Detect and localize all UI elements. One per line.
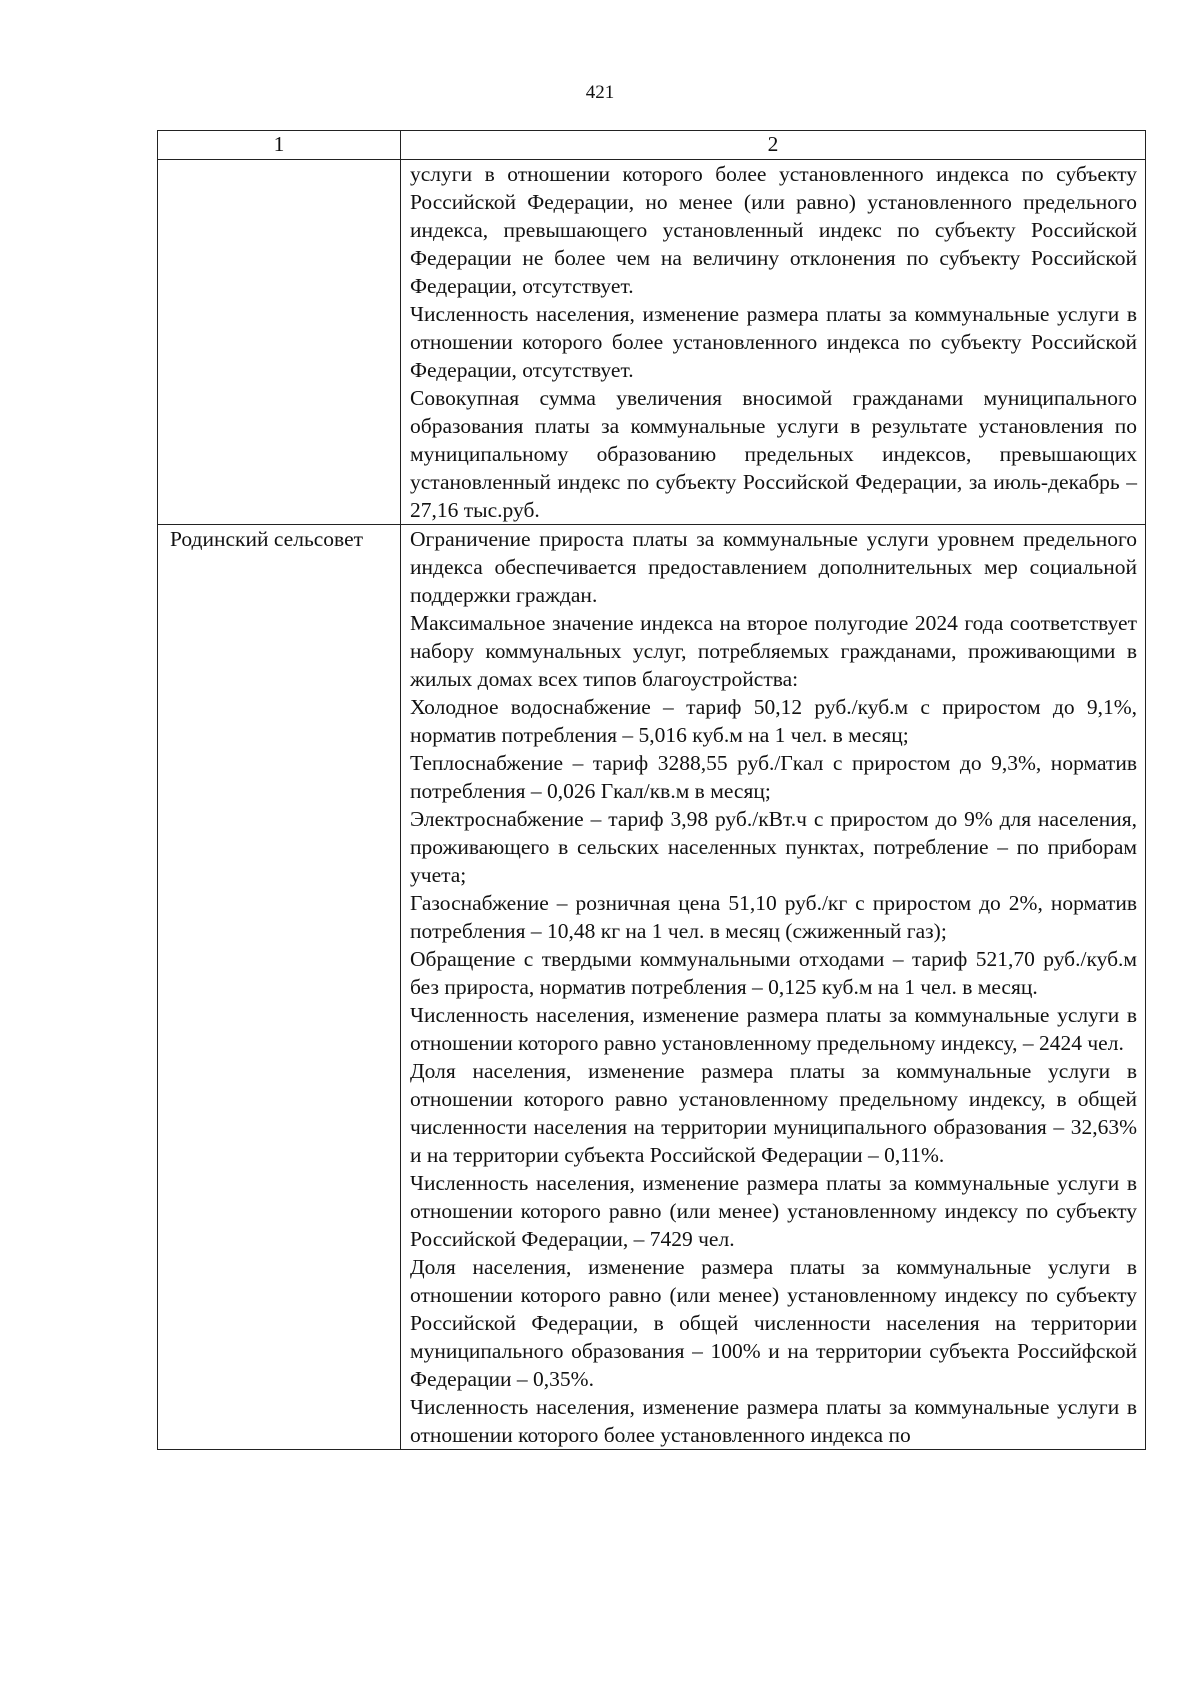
table-row: [158, 160, 1146, 525]
paragraph: Доля населения, изменение размера платы за коммунальные услуги в отношении которого равно установленному предельному индексу, в общей численности населения на территории муниципального образования – 32,63% и на территории субъекта Российской Федерации – 0,11%.: [410, 1059, 1137, 1167]
paragraph: Доля населения, изменение размера платы за коммунальные услуги в отношении которого равно (или менее) установленному индексу по субъекту Российской Федерации, в общей численности населения на территории муниципального образования – 100% и на территории субъекта Российфской Федерации – 0,35%.: [410, 1255, 1137, 1391]
paragraph: Численность населения, изменение размера платы за коммунальные услуги в отношении которого равно установленному предельному индексу, – 2424 чел.: [410, 1003, 1137, 1055]
paragraph: Максимальное значение индекса на второе полугодие 2024 года соответствует набору коммунальных услуг, потребляемых гражданами, проживающими в жилых домах всех типов благоустройства:: [410, 611, 1137, 691]
table-row: [158, 525, 1146, 1450]
municipality-cell: Родинский сельсовет: [158, 525, 401, 1450]
paragraph: Электроснабжение – тариф 3,98 руб./кВт.ч с приростом до 9% для населения, проживающего в сельских населенных пунктах, потребление – по приборам учета;: [410, 807, 1137, 887]
paragraph: Численность населения, изменение размера платы за коммунальные услуги в отношении которого более установленного индекса по: [410, 1395, 1137, 1447]
description-cell: [401, 525, 1146, 1450]
paragraph: Обращение с твердыми коммунальными отходами – тариф 521,70 руб./куб.м без прироста, норматив потребления – 0,125 куб.м на 1 чел. в месяц.: [410, 947, 1137, 999]
document-table: [157, 130, 1146, 1450]
paragraph: Газоснабжение – розничная цена 51,10 руб./кг с приростом до 2%, норматив потребления – 10,48 кг на 1 чел. в месяц (сжиженный газ);: [410, 891, 1137, 943]
description-cell: [401, 160, 1146, 525]
paragraph: Совокупная сумма увеличения вносимой гражданами муниципального образования платы за коммунальные услуги в результате установления по муниципальному образованию предельных индексов, превышающих установленный индекс по субъекту Российской Федерации, за июль-декабрь – 27,16 тыс.руб.: [410, 386, 1137, 522]
paragraph: Численность населения, изменение размера платы за коммунальные услуги в отношении которого более установленного индекса по субъекту Российской Федерации, отсутствует.: [410, 302, 1137, 382]
paragraph: услуги в отношении которого более установленного индекса по субъекту Российской Федерации, но менее (или равно) установленного предельного индекса, превышающего установленный индекс по субъекту Российской Федерации не более чем на величину отклонения по субъекту Российской Федерации, отсутствует.: [410, 162, 1137, 298]
paragraph: Теплоснабжение – тариф 3288,55 руб./Гкал с приростом до 9,3%, норматив потребления – 0,026 Гкал/кв.м в месяц;: [410, 751, 1137, 803]
paragraph: Холодное водоснабжение – тариф 50,12 руб./куб.м с приростом до 9,1%, норматив потребления – 5,016 куб.м на 1 чел. в месяц;: [410, 695, 1137, 747]
paragraph: Численность населения, изменение размера платы за коммунальные услуги в отношении которого равно (или менее) установленному индексу по субъекту Российской Федерации, – 7429 чел.: [410, 1171, 1137, 1251]
table-header-row: [158, 131, 1146, 160]
column-header-2: 2: [401, 131, 1146, 160]
page-number: 421: [585, 82, 615, 103]
column-header-1: 1: [158, 131, 401, 160]
paragraph: Ограничение прироста платы за коммунальные услуги уровнем предельного индекса обеспечивается предоставлением дополнительных мер социальной поддержки граждан.: [410, 527, 1137, 607]
municipality-cell: [158, 160, 401, 525]
